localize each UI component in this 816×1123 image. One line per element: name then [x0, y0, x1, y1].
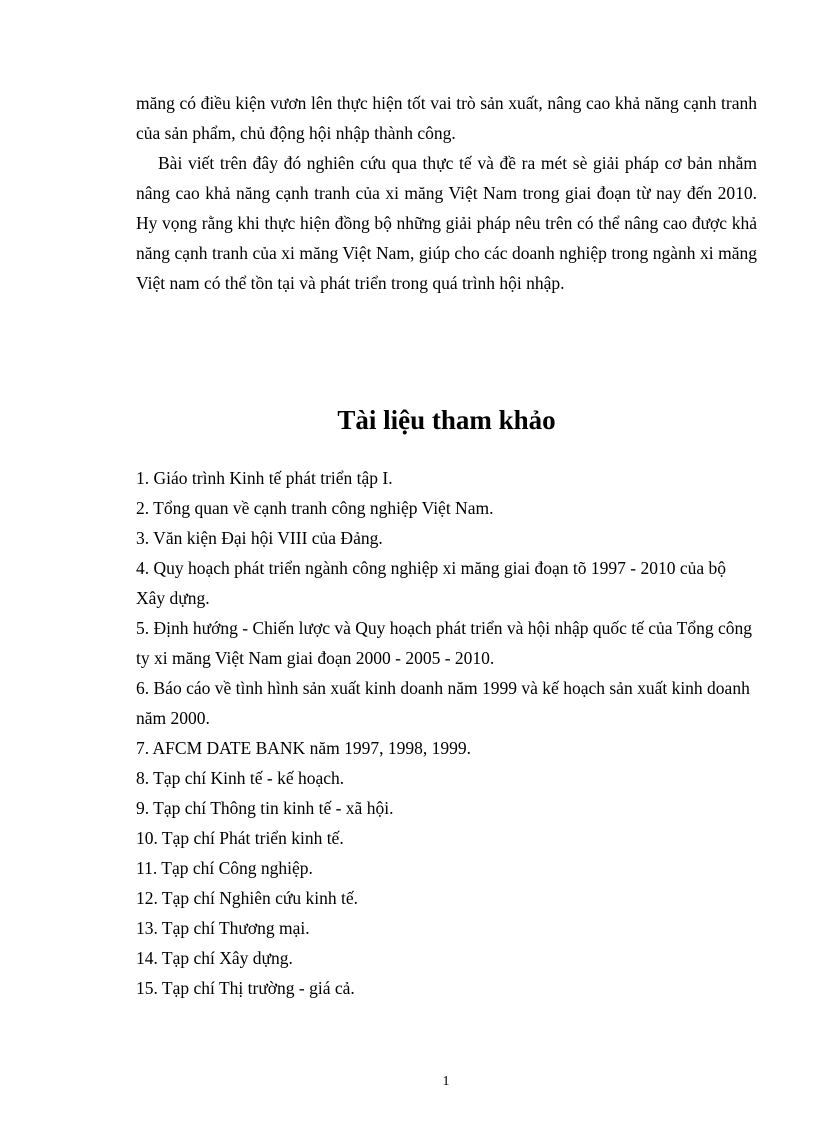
reference-item: 12. Tạp chí Nghiên cứu kinh tế. [136, 888, 359, 908]
body-paragraph: măng có điều kiện vươn lên thực hiện tốt vai trò sản xuất, nâng cao khả năng cạnh tranh của sản phẩm, chủ động hội nhập thành công. [136, 93, 757, 143]
reference-item: 7. AFCM DATE BANK năm 1997, 1998, 1999. [136, 738, 471, 758]
reference-item: 5. Định hướng - Chiến lược và Quy hoạch phát triển và hội nhập quốc tế của Tổng công ty xi măng Việt Nam giai đoạn 2000 - 2005 - 2010. [136, 618, 752, 668]
body-text [136, 88, 757, 298]
reference-item: 14. Tạp chí Xây dựng. [136, 948, 293, 968]
body-paragraph: Bài viết trên đây đó nghiên cứu qua thực tế và đề ra mét sè giải pháp cơ bản nhằm nâng cao khả năng cạnh tranh của xi măng Việt Nam trong giai đoạn từ nay đến 2010. Hy vọng rằng khi thực hiện đồng bộ những giải pháp nêu trên có thể nâng cao được khả năng cạnh tranh của xi măng Việt Nam, giúp cho các doanh nghiệp trong ngành xi măng Việt nam có thể tồn tại và phát triển trong quá trình hội nhập. [136, 153, 757, 293]
references-title: Tài liệu tham khảo [337, 405, 556, 435]
reference-item: 15. Tạp chí Thị trường - giá cả. [136, 978, 355, 998]
reference-item: 8. Tạp chí Kinh tế - kế hoạch. [136, 768, 345, 788]
reference-item: 6. Báo cáo về tình hình sản xuất kinh doanh năm 1999 và kế hoạch sản xuất kinh doanh năm 2000. [136, 678, 750, 728]
page-number: 1 [442, 1074, 450, 1089]
references-list [136, 463, 757, 1003]
reference-item: 9. Tạp chí Thông tin kinh tế - xã hội. [136, 798, 394, 818]
reference-item: 13. Tạp chí Thương mại. [136, 918, 310, 938]
reference-item: 2. Tổng quan về cạnh tranh công nghiệp Việt Nam. [136, 498, 494, 518]
reference-item: 4. Quy hoạch phát triển ngành công nghiệp xi măng giai đoạn tõ 1997 - 2010 của bộ Xây dựng. [136, 558, 727, 608]
reference-item: 1. Giáo trình Kinh tế phát triển tập I. [136, 468, 393, 488]
reference-item: 3. Văn kiện Đại hội VIII của Đảng. [136, 528, 383, 548]
reference-item: 11. Tạp chí Công nghiệp. [136, 858, 313, 878]
reference-item: 10. Tạp chí Phát triển kinh tế. [136, 828, 344, 848]
